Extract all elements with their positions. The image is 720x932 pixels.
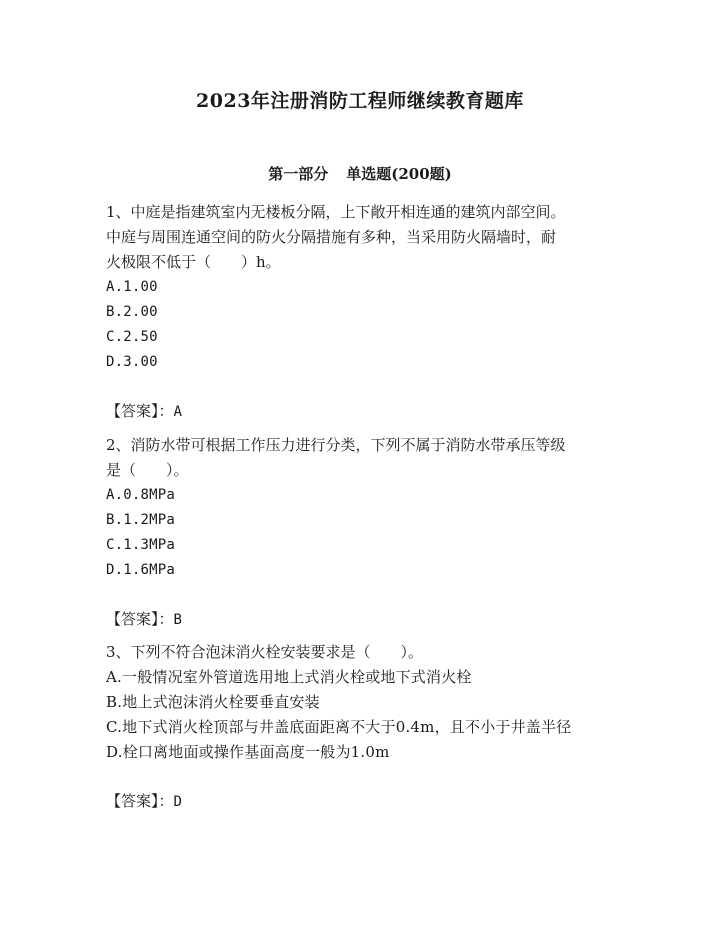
option-d: D.3.00 xyxy=(106,354,158,370)
section-part: 第一部分 xyxy=(268,165,329,183)
answer-value: B xyxy=(173,612,182,628)
question-line: 是（ ）。 xyxy=(106,461,189,479)
option-c: C.2.50 xyxy=(106,329,158,345)
option-c: C.地下式消火栓顶部与井盖底面距离不大于0.4m，且不小于井盖半径 xyxy=(106,718,572,736)
question-line: 1、中庭是指建筑室内无楼板分隔，上下敞开相连通的建筑内部空间。 xyxy=(106,203,566,221)
question-line: 中庭与周围连通空间的防火分隔措施有多种，当采用防火隔墙时，耐 xyxy=(106,228,557,246)
option-a: A.1.00 xyxy=(106,279,158,295)
option-d: D.栓口离地面或操作基面高度一般为1.0m xyxy=(106,743,390,761)
answer-line xyxy=(106,399,621,425)
option-b: B.1.2MPa xyxy=(106,512,176,528)
option-b: B.地上式泡沫消火栓要垂直安装 xyxy=(106,693,320,711)
answer-label: 【答案】： xyxy=(106,610,174,628)
document-title: 2023年注册消防工程师继续教育题库 xyxy=(196,90,524,112)
question-1 xyxy=(106,200,621,425)
question-3 xyxy=(106,640,621,815)
question-2 xyxy=(106,433,621,633)
question-line: 3、下列不符合泡沫消火栓安装要求是（ ）。 xyxy=(106,643,424,661)
answer-label: 【答案】： xyxy=(106,402,174,420)
answer-value: D xyxy=(173,794,182,810)
option-a: A.0.8MPa xyxy=(106,487,176,503)
answer-label: 【答案】： xyxy=(106,792,174,810)
answer-line xyxy=(106,607,621,633)
answer-value: A xyxy=(173,404,182,420)
section-name: 单选题(200题) xyxy=(346,165,452,183)
answer-line xyxy=(106,789,621,815)
question-line: 2、消防水带可根据工作压力进行分类，下列不属于消防水带承压等级 xyxy=(106,436,566,454)
section-heading xyxy=(0,163,720,184)
option-a: A.一般情况室外管道选用地上式消火栓或地下式消火栓 xyxy=(106,668,472,686)
question-line: 火极限不低于（ ）h。 xyxy=(106,253,281,271)
option-c: C.1.3MPa xyxy=(106,537,176,553)
option-b: B.2.00 xyxy=(106,304,158,320)
option-d: D.1.6MPa xyxy=(106,562,176,578)
